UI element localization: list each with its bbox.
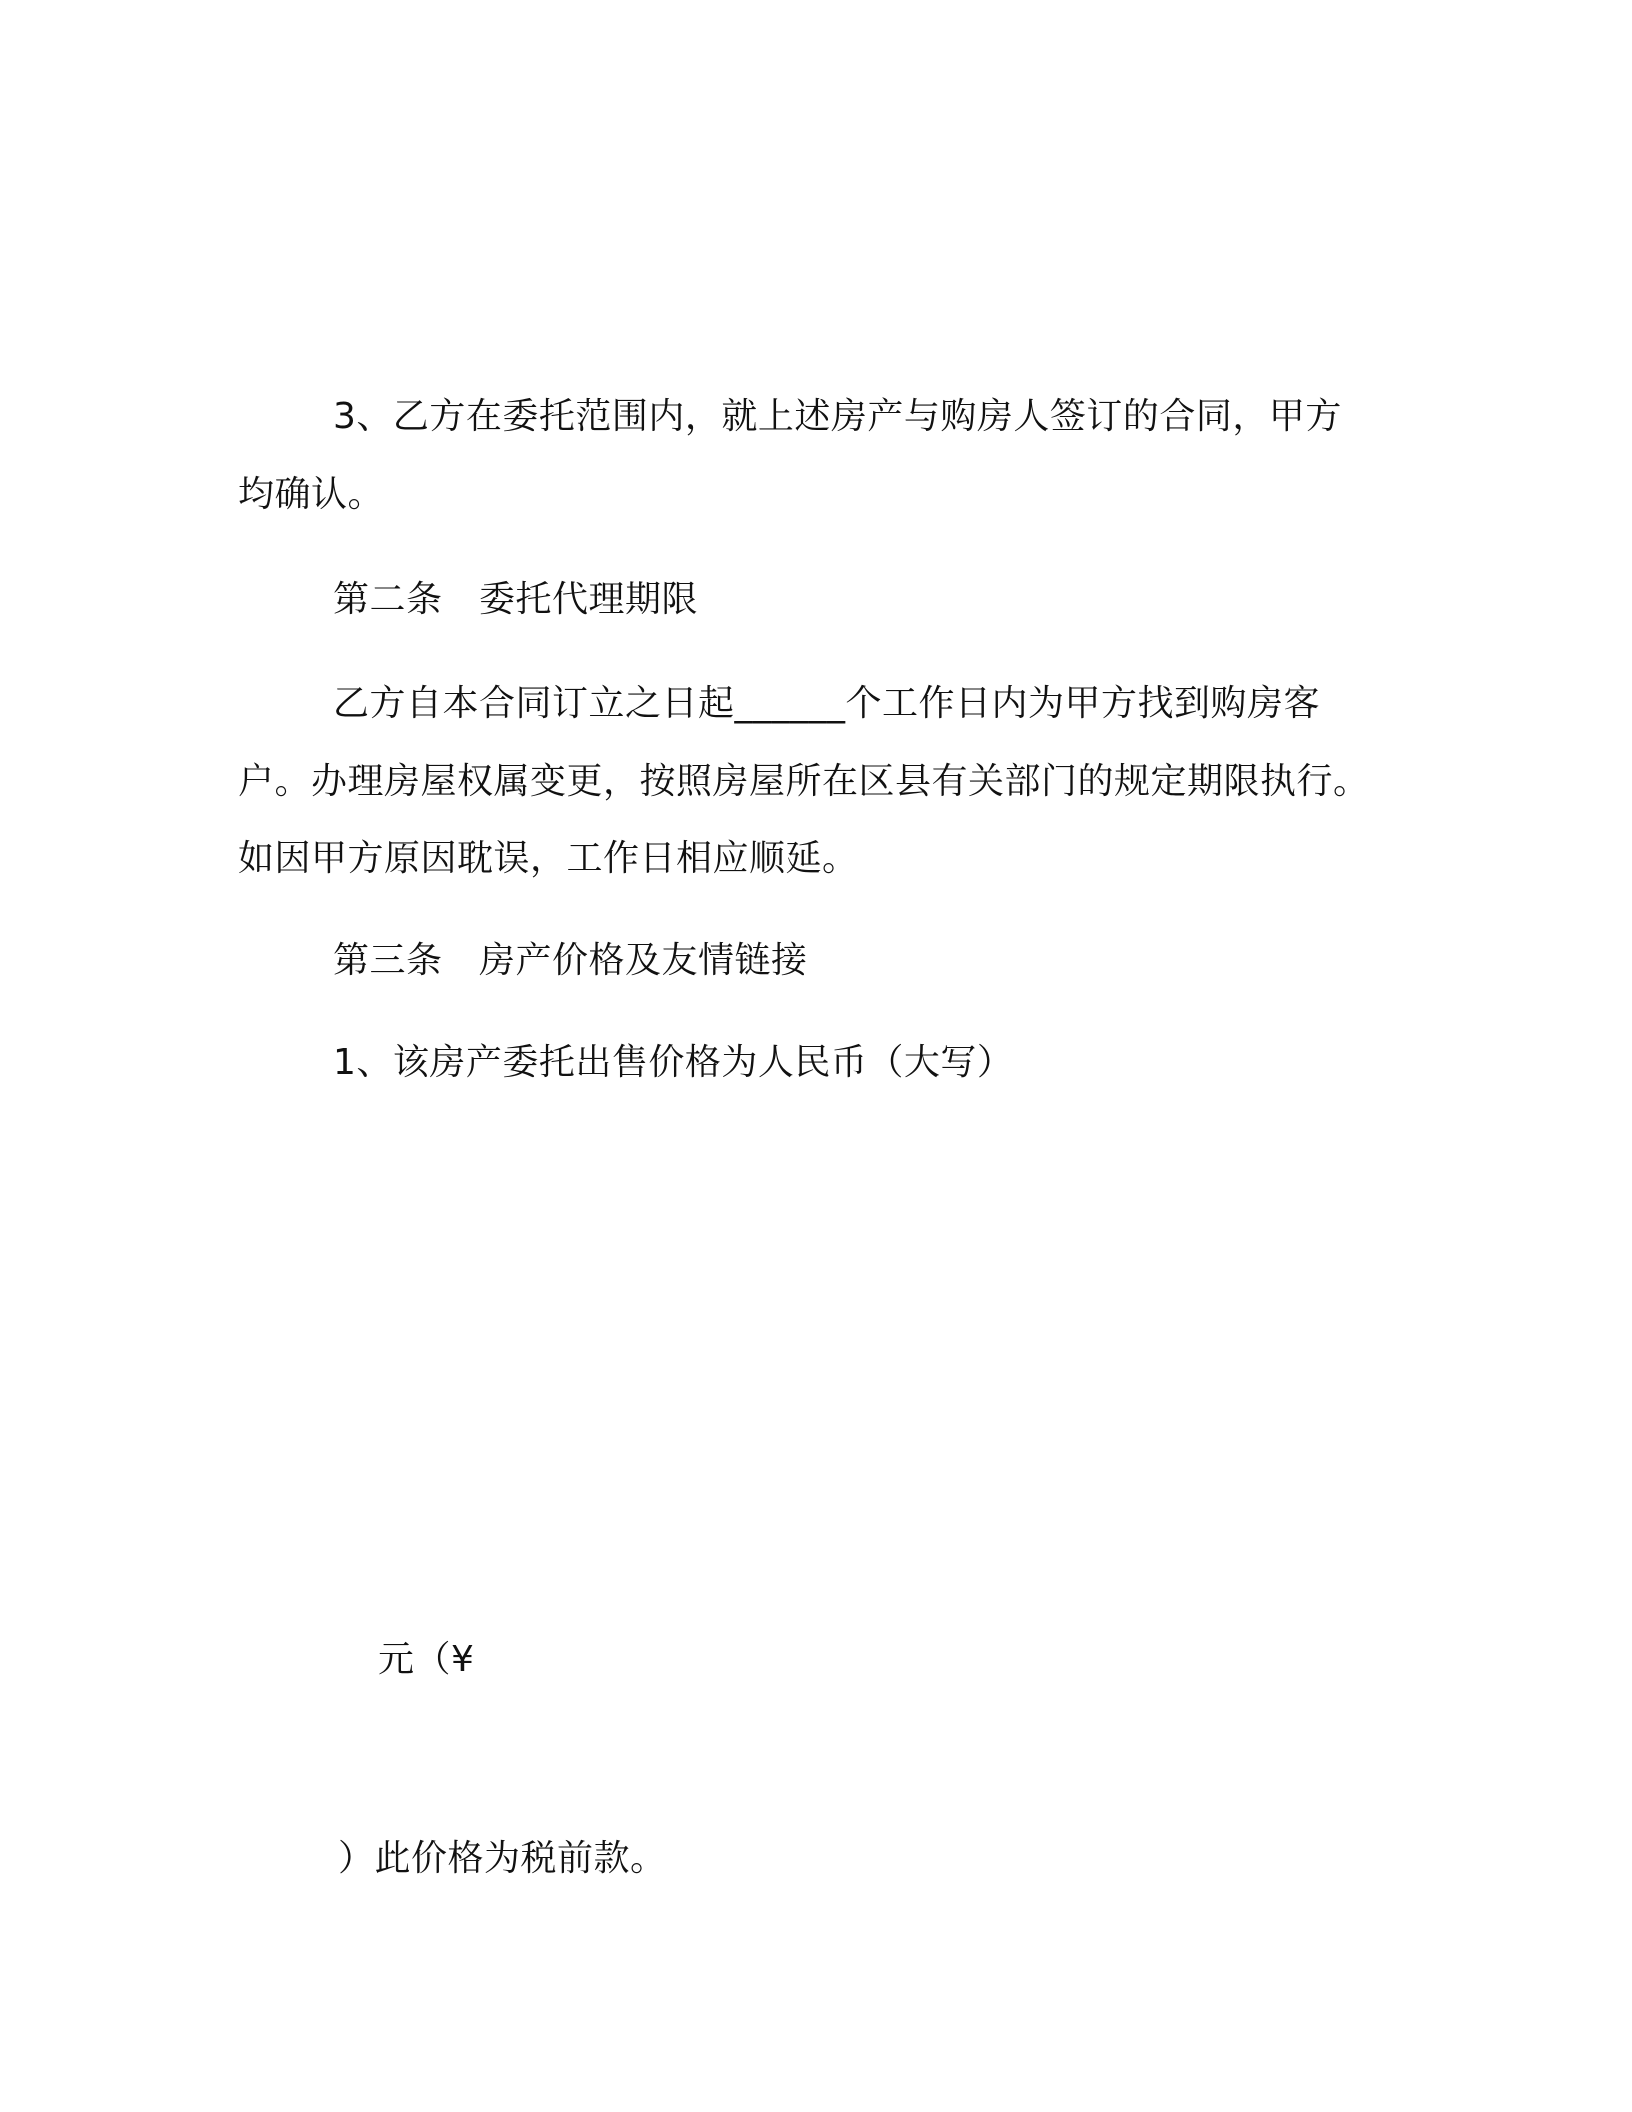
pretax-note: ）此价格为税前款。 — [338, 1838, 667, 1879]
article-2-body-line-2: 户。办理房屋权属变更，按照房屋所在区县有关部门的规定期限执行。 — [238, 761, 1370, 802]
article-3-item-1: 1、该房产委托出售价格为人民币（大写） — [333, 1042, 1014, 1083]
price-yuan-label: 元（¥ — [378, 1639, 475, 1680]
article-3-heading: 第三条 房产价格及友情链接 — [333, 940, 808, 981]
clause-3-line-1: 3、乙方在委托范围内，就上述房产与购房人签订的合同，甲方 — [333, 396, 1342, 437]
article-2-body-line-3: 如因甲方原因耽误，工作日相应顺延。 — [238, 838, 859, 879]
clause-3-line-2: 均确认。 — [238, 474, 385, 515]
article-2-heading: 第二条 委托代理期限 — [333, 579, 699, 620]
article-2-body-line-1: 乙方自本合同订立之日起______个工作日内为甲方找到购房客 — [333, 683, 1321, 724]
